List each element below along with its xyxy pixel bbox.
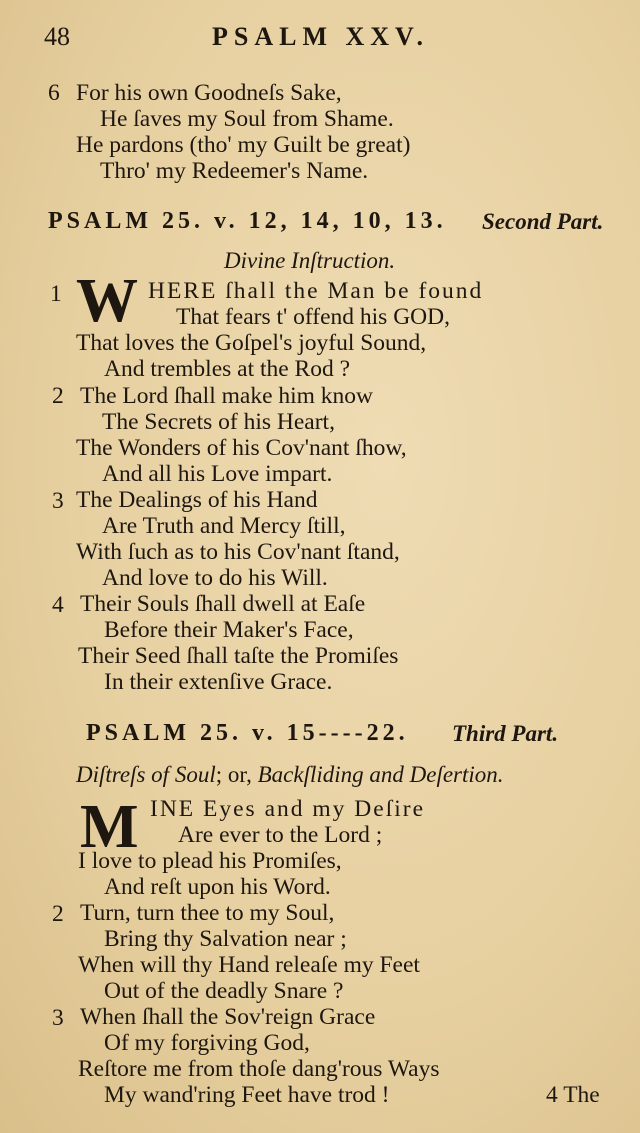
- verse-line: And trembles at the Rod ?: [104, 356, 351, 382]
- verse-line: Reſtore me from thoſe dang'rous Ways: [78, 1056, 440, 1082]
- verse-line: When will thy Hand releaſe my Feet: [78, 952, 420, 978]
- verse-line: Their Seed ſhall taſte the Promiſes: [78, 643, 399, 669]
- verse-line: In their extenſive Grace.: [104, 669, 333, 695]
- verse-line: That fears t' offend his GOD,: [176, 304, 450, 330]
- verse-line: Of my forgiving God,: [104, 1030, 310, 1056]
- verse-line: When ſhall the Sov'reign Grace: [80, 1004, 376, 1030]
- verse-line: Before their Maker's Face,: [104, 617, 354, 643]
- verse-number: 2: [52, 383, 64, 409]
- verse-line: He pardons (tho' my Guilt be great): [76, 132, 411, 158]
- verse-line: With ſuch as to his Cov'nant ſtand,: [76, 539, 400, 565]
- verse-number: 4: [52, 592, 64, 618]
- part-label: Third Part.: [452, 721, 559, 746]
- verse-number: 3: [52, 1005, 64, 1031]
- running-head: [44, 22, 604, 56]
- section-heading: PSALM 25. v. 12, 14, 10, 13.: [48, 208, 447, 234]
- verse-line: The Lord ſhall make him know: [80, 383, 374, 409]
- verse-line: And reſt upon his Word.: [104, 874, 331, 900]
- verse-line: The Dealings of his Hand: [76, 487, 318, 513]
- verse-number: 6: [48, 80, 60, 106]
- drop-cap: W: [76, 267, 138, 335]
- verse-number: 2: [52, 901, 64, 927]
- verse-line: Out of the deadly Snare ?: [104, 978, 344, 1004]
- verse-line: Turn, turn thee to my Soul,: [80, 900, 335, 926]
- verse-line: I love to plead his Promiſes,: [78, 848, 342, 874]
- drop-cap: M: [80, 793, 139, 861]
- page-number: 48: [44, 22, 70, 51]
- verse-line: HERE ſhall the Man be found: [148, 278, 484, 304]
- verse-line: That loves the Goſpel's joyful Sound,: [76, 330, 427, 356]
- verse-line: And all his Love impart.: [102, 461, 333, 487]
- catchword: 4 The: [546, 1082, 600, 1108]
- verse-number: 1: [50, 281, 62, 307]
- part-label: Second Part.: [482, 209, 604, 234]
- subtitle-second: Backſliding and Deſertion.: [257, 762, 504, 787]
- subtitle-first: Diſtreſs of Soul: [76, 762, 216, 787]
- verse-line: INE Eyes and my Deſire: [150, 796, 426, 822]
- subtitle-separator: ; or,: [215, 762, 252, 787]
- verse-number: 3: [52, 488, 64, 514]
- verse-line: For his own Goodneſs Sake,: [76, 80, 342, 106]
- running-title: PSALM XXV.: [212, 22, 429, 51]
- verse-line: And love to do his Will.: [102, 565, 328, 591]
- verse-line: The Secrets of his Heart,: [102, 409, 335, 435]
- verse-line: My wand'ring Feet have trod !: [104, 1082, 390, 1108]
- section-subtitle: [76, 762, 504, 788]
- verse-line: Are ever to the Lord ;: [178, 822, 383, 848]
- verse-line: He ſaves my Soul from Shame.: [100, 106, 394, 132]
- verse-line: Are Truth and Mercy ſtill,: [102, 513, 346, 539]
- section-heading: PSALM 25. v. 15----22.: [86, 720, 409, 746]
- verse-line: Thro' my Redeemer's Name.: [100, 158, 369, 184]
- verse-line: The Wonders of his Cov'nant ſhow,: [76, 435, 407, 461]
- verse-line: Bring thy Salvation near ;: [104, 926, 347, 952]
- verse-line: Their Souls ſhall dwell at Eaſe: [80, 591, 366, 617]
- section-subtitle: Divine Inſtruction.: [224, 248, 396, 273]
